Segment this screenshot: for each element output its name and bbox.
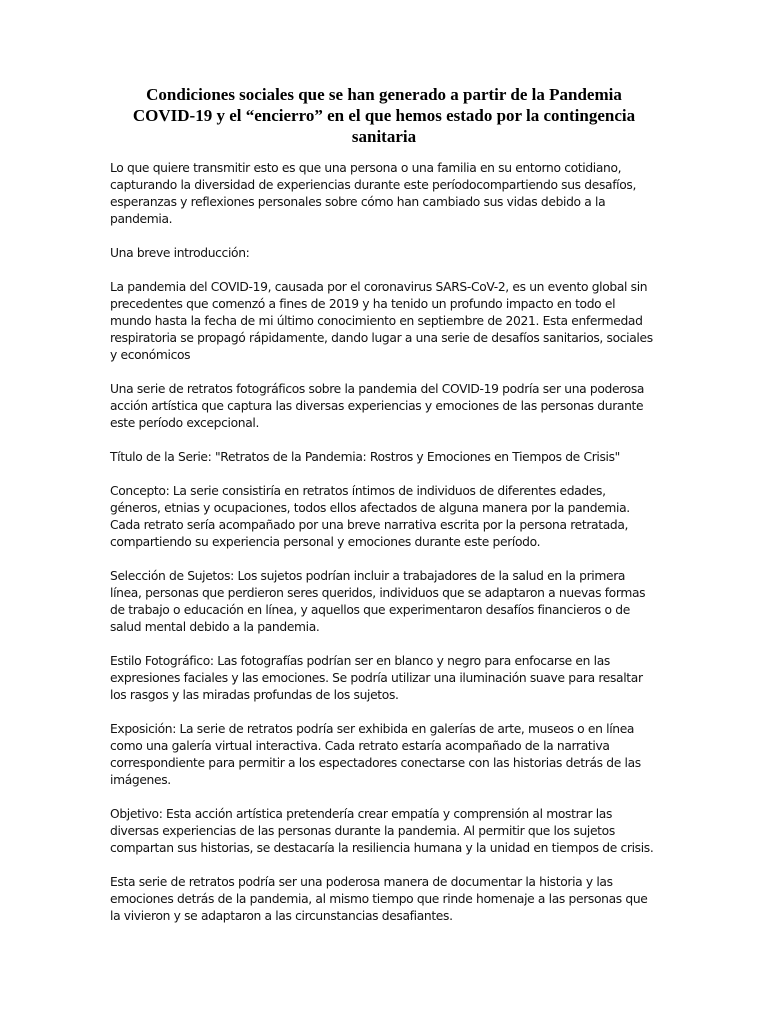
paragraph-conclusion: Esta serie de retratos podría ser una poderosa manera de documentar la historia y las emociones detrás de la pandemia, al mismo tiempo que rinde homenaje a las personas que la vivieron y se adaptaron a las circunstancias desafiantes. bbox=[110, 875, 648, 923]
paragraph-portrait-series: Una serie de retratos fotográficos sobre la pandemia del COVID-19 podría ser una poderosa acción artística que captura las diversas experiencias y emociones de las personas durante este período excepcional. bbox=[110, 382, 645, 430]
paragraph-concept: Concepto: La serie consistiría en retratos íntimos de individuos de diferentes edades, géneros, etnias y ocupaciones, todos ellos afectados de alguna manera por la pandemia. Cada retrato sería acompañado por una breve narrativa escrita por la persona retratada, compartiendo su experiencia personal y emociones durante este período. bbox=[110, 484, 630, 549]
paragraph-subject-selection: Selección de Sujetos: Los sujetos podrían incluir a trabajadores de la salud en la primera línea, personas que perdieron seres queridos, individuos que se adaptaron a nuevas formas de trabajo o educación en línea, y aquellos que experimentaron desafíos financieros o de salud mental debido a la pandemia. bbox=[110, 569, 646, 634]
paragraph-brief-introduction-heading: Una breve introducción: bbox=[110, 246, 250, 260]
paragraph-exhibition: Exposición: La serie de retratos podría ser exhibida en galerías de arte, museos o en línea como una galería virtual interactiva. Cada retrato estaría acompañado de la narrativa correspondiente para permitir a los espectadores conectarse con las historias detrás de las imágenes. bbox=[110, 722, 641, 787]
paragraph-series-title: Título de la Serie: "Retratos de la Pandemia: Rostros y Emociones en Tiempos de Crisis" bbox=[110, 450, 620, 464]
paragraph-objective: Objetivo: Esta acción artística pretendería crear empatía y comprensión al mostrar las diversas experiencias de las personas durante la pandemia. Al permitir que los sujetos compartan sus historias, se destacaría la resiliencia humana y la unidad en tiempos de crisis. bbox=[110, 807, 654, 855]
paragraph-intro: Lo que quiere transmitir esto es que una persona o una familia en su entorno cotidiano, capturando la diversidad de experiencias durante este períodocompartiendo sus desafíos, esperanzas y reflexiones personales sobre cómo han cambiado sus vidas debido a la pandemia. bbox=[110, 161, 637, 226]
document-title: Condiciones sociales que se han generado a partir de la Pandemia COVID-19 y el “encierro” en el que hemos estado por la contingencia sanitaria bbox=[132, 85, 636, 146]
paragraph-photographic-style: Estilo Fotográfico: Las fotografías podrían ser en blanco y negro para enfocarse en las expresiones faciales y las emociones. Se podría utilizar una iluminación suave para resaltar los rasgos y las miradas profundas de los sujetos. bbox=[110, 654, 643, 702]
paragraph-pandemic-context: La pandemia del COVID-19, causada por el coronavirus SARS-CoV-2, es un evento global sin precedentes que comenzó a fines de 2019 y ha tenido un profundo impacto en todo el mundo hasta la fecha de mi último conocimiento en septiembre de 2021. Esta enfermedad respiratoria se propagó rápidamente, dando lugar a una serie de desafíos sanitarios, sociales y económicos bbox=[110, 280, 653, 362]
